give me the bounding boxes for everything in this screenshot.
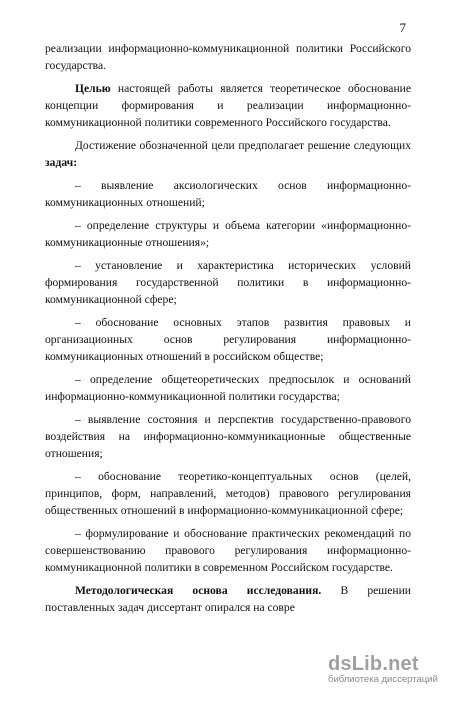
tasks-intro-text: Достижение обозначенной цели предполагает решение следующих xyxy=(75,139,411,152)
list-item: – обоснование теоретико-концептуальных основ (целей, принципов, форм, направлений, методов) правового регулирования общественных отношений в информационно-коммуникационной сфере; xyxy=(45,470,411,517)
paragraph-goal xyxy=(45,80,411,131)
tasks-keyword: задач xyxy=(45,156,74,169)
watermark-logo: dsLib.net xyxy=(328,653,419,675)
list-item: – установление и характеристика исторических условий формирования государственной политики в информационно-коммуникационной сфере; xyxy=(45,259,411,306)
methodology-heading: Методологическая основа исследования. xyxy=(75,584,322,597)
goal-keyword: Целью xyxy=(75,82,111,95)
list-item: – определение структуры и объема категории «информационно-коммуникационные отношения»; xyxy=(45,219,411,249)
document-body xyxy=(45,40,411,622)
watermark xyxy=(328,653,440,697)
paragraph-intro: реализации информационно-коммуникационной политики Российского государства. xyxy=(45,42,411,72)
list-item: – определение общетеоретических предпосылок и оснований информационно-коммуникационной политики государства; xyxy=(45,373,411,403)
goal-text: настоящей работы является теоретическое обоснование концепции формирования и реализации информационно-коммуникационной политики современного Российского государства. xyxy=(45,82,411,129)
methodology-text: В решении поставленных задач диссертант опирался на совре xyxy=(45,584,411,614)
watermark-subtitle: библиотека диссертаций xyxy=(328,674,438,685)
list-item: – обоснование основных этапов развития правовых и организационных основ регулирования информационно-коммуникационных отношений в российском обществе; xyxy=(45,316,411,363)
tasks-colon: : xyxy=(73,156,78,169)
list-item: – выявление состояния и перспектив государственно-правового воздействия на информационно-коммуникационные общественные отношения; xyxy=(45,413,411,460)
page-number: 7 xyxy=(399,20,406,35)
list-item: – формулирование и обоснование практических рекомендаций по совершенствованию правового регулирования информационно-коммуникационной политики в современном Российском государстве. xyxy=(45,527,411,574)
paragraph-tasks-intro xyxy=(45,137,411,171)
list-item: – выявление аксиологических основ информационно-коммуникационных отношений; xyxy=(45,179,411,209)
paragraph-methodology xyxy=(45,582,411,616)
